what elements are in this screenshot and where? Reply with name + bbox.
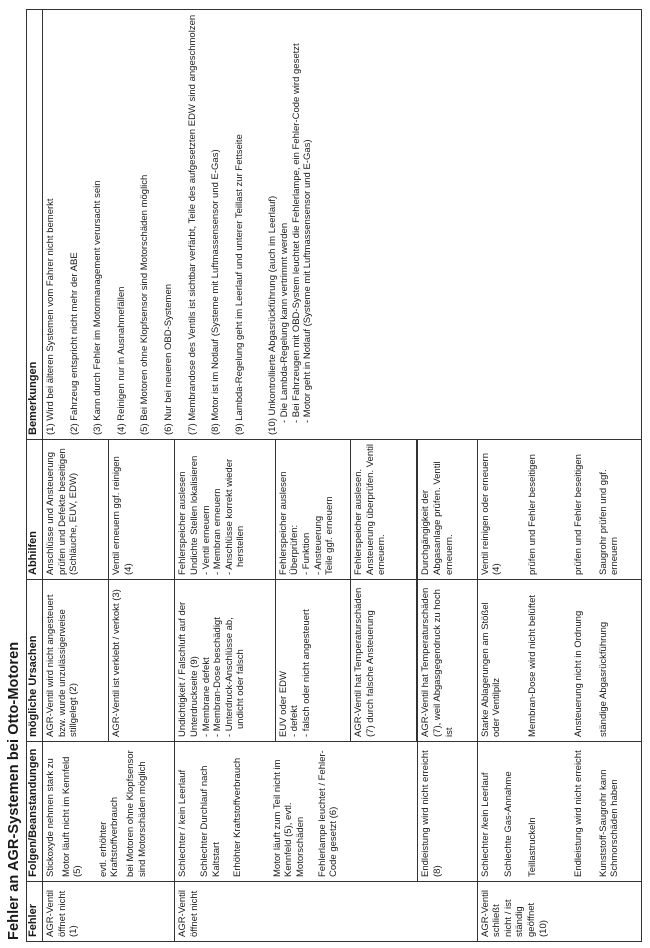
abhilfe-cell: Anschlüsse und Ansteuerung prüfen und Defekte beseitigen (Schläuche, EUV, EDW) (43, 440, 109, 580)
folgen-cell: Endleistung wird nicht erreicht (8) (418, 742, 477, 882)
bemerkung-item: (8) Motor ist im Notlauf (Systeme mit Luftmassensensor und E-Gas) (210, 149, 222, 435)
abhilfe-cell: Fehlerspeicher auslesen. Ansteuerung überprüfen. Ventil erneuern. (351, 440, 417, 580)
folgen-item: Schlechter / kein Leerlauf (177, 769, 189, 877)
table-header-row (27, 10, 43, 942)
folgen-cell: Schlechter /kein Leerlauf Schlechte Gas-Annahme (477, 742, 525, 882)
folgen-item: Motor läuft zum Teil nicht im Kennfeld (5), evtl. Motorschäden (271, 759, 306, 877)
ursache-cell: AGR-Ventil wird nicht angesteuert bzw. wurde unzulässigerweise stillgelegt (2) (43, 580, 109, 742)
table-row (43, 10, 109, 942)
bemerkung-subitem: - Die Lambda-Regelung kann vertrimmt werden (278, 222, 290, 423)
folgen-item: evtl. erhöhter Kraftstoffverbrauch (97, 796, 121, 877)
bemerkung-item: (5) Bei Motoren ohne Klopfsensor sind Motorschäden möglich (139, 174, 151, 435)
ursache-cell: AGR-Ventil hat Temperaturschäden (7) durch falsche Ansteuerung (351, 580, 417, 742)
abhilfe-cell: Saugrohr prüfen und ggf. erneuern (596, 440, 642, 580)
bemerkung-item: (3) Kann durch Fehler im Motormanagement verursacht sein (92, 180, 104, 435)
ursache-cell: AGR-Ventil ist verklebt / verkokt (3) (109, 580, 175, 742)
folgen-cell: Kunststoff-Saugrohr kann Schmorschäden haben (596, 742, 642, 882)
ursache-cell: EUV oder EDW - defekt - falsch oder nicht angesteuert (275, 580, 350, 742)
abhilfe-cell: prüfen und Fehler beseitigen (525, 440, 571, 580)
bemerkung-item: (9) Lambda-Regelung geht im Leerlauf und unterer Teillast zur Fettseite (233, 134, 245, 435)
ursache-cell: ständige Abgasrückführung (596, 580, 642, 742)
folgen-item: Fehlerlampe leuchtet / Fehler-Code gesetzt (6) (316, 750, 340, 877)
document-title: Fehler an AGR-Systemen bei Otto-Motoren (6, 641, 22, 940)
folgen-item: bei Motoren ohne Klopfsensor sind Motorschäden möglich (124, 750, 148, 877)
abhilfe-cell: Fehlerspeicher auslesen Überprüfen: - Funktion - Ansteuerung Teile ggf. erneuern (275, 440, 350, 580)
bemerkung-subitem: - Bei Fahrzeugen mit OBD-System leuchtet die Fehlerlampe, ein Fehler-Code wird gesetzt (290, 43, 302, 423)
folgen-cell (43, 742, 175, 882)
folgen-item: Stickoxyde nehmen stark zu (45, 758, 56, 877)
folgen-cell (175, 742, 418, 882)
bemerkung-item: (6) Nur bei neueren OBD-Systemen (162, 283, 174, 435)
ursache-cell: Starke Ablagerungen am Stößel oder Ventilpilz (477, 580, 525, 742)
abhilfe-cell: Fehlerspeicher auslesen Undichte Stellen lokalisieren - Ventil erneuern - Membran erneuern - Anschlüsse korrekt wieder herstellen (175, 440, 275, 580)
bemerkung-item: (2) Fahrzeug entspricht nicht mehr der ABE (68, 252, 80, 435)
abhilfe-cell: Ventil reinigen oder erneuern (4) (477, 440, 525, 580)
fault-table (26, 9, 642, 942)
abhilfe-cell: prüfen und Fehler beseitigen (571, 440, 596, 580)
folgen-cell: Teillastruckeln (525, 742, 571, 882)
bemerkung-item: (4) Reinigen nur in Ausnahmefällen (115, 286, 127, 435)
bemerkungen-cell (43, 10, 642, 440)
folgen-cell: Endleistung wird nicht erreicht (571, 742, 596, 882)
folgen-item: Erhöhter Kraftstoffverbrauch (232, 757, 244, 877)
ursache-cell: Ansteuerung nicht in Ordnung (571, 580, 596, 742)
bemerkung-item: (7) Membrandose des Ventils ist sichtbar verfärbt, Teile des aufgesetzten EDW sind angeschmolzen (186, 14, 198, 435)
bemerkung-item: (10) Unkontrollierte Abgasrückführung (auch im Leerlauf) (267, 195, 279, 435)
ursache-cell: AGR-Ventil hat Temperaturschäden (7), weil Abgasgegendruck zu hoch ist (418, 580, 477, 742)
header-fehler: Fehler (27, 882, 43, 942)
bemerkung-item: (1) Wird bei älteren Systemen vom Fahrer nicht bemerkt (45, 198, 56, 435)
bemerkung-subitem: - Motor geht in Notlauf (Systeme mit Luftmassensensor und E-Gas) (302, 139, 314, 423)
fehler-cell: AGR-Ventil öffnet nicht (175, 882, 477, 942)
header-abhilfen: Abhilfen (27, 440, 43, 580)
fehler-cell: AGR-Ventil öffnet nicht (1) (43, 882, 175, 942)
fehler-cell: AGR-Ventil schließt nicht / ist ständig geöffnet (10) (477, 882, 641, 942)
header-ursachen: mögliche Ursachen (27, 580, 43, 742)
abhilfe-cell: Ventil erneuern ggf. reinigen (4) (109, 440, 175, 580)
header-bemerkungen: Bemerkungen (27, 10, 43, 440)
abhilfe-cell: Durchgängigkeit der Abgasanlage prüfen. Ventil erneuern. (418, 440, 477, 580)
folgen-item: Schlechter Durchlauf nach Kaltstart (198, 765, 222, 877)
header-folgen: Folgen/Beanstandungen (27, 742, 43, 882)
ursache-cell: Undichtigkeit / Falschluft auf der Unterdruckseite (9) - Membrane defekt - Membran-Dose beschädigt - Unterdruck-Anschlüsse ab, undicht oder falsch (175, 580, 275, 742)
folgen-item: Motor läuft nicht im Kennfeld (5) (60, 756, 84, 877)
ursache-cell: Membran-Dose wird nicht belüftet (525, 580, 571, 742)
